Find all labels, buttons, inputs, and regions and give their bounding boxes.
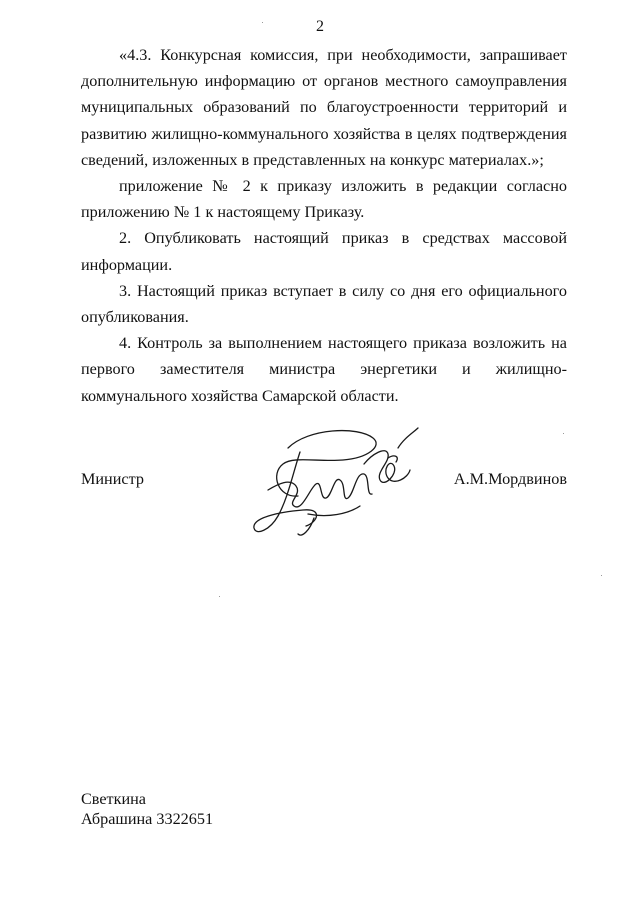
signatory-name: А.М.Мордвинов: [453, 470, 567, 488]
paragraph-2: 2. Опубликовать настоящий приказ в средствах массовой информации.: [81, 229, 567, 274]
signatory-title: Министр: [81, 470, 144, 488]
page-number: 2: [316, 18, 324, 35]
executor-line-1: Светкина: [81, 790, 146, 808]
scan-speck: [563, 433, 564, 434]
paragraph-4-3: «4.3. Конкурсная комиссия, при необходимости, запрашивает дополнительную информацию от органов местного самоуправления муниципальных образований по благоустроенности территорий и развитию жилищно-коммунального хозяйства в целях подтверждения сведений, изложенных в представленных на конкурс материалах.»;: [81, 46, 567, 169]
executor-line-2: Абрашина 3322651: [81, 810, 214, 828]
paragraph-4: 4. Контроль за выполнением настоящего приказа возложить на первого заместителя министра энергетики и жилищно-коммунального хозяйства Самарской области.: [81, 334, 567, 405]
handwritten-signature: [248, 418, 428, 558]
paragraph-3: 3. Настоящий приказ вступает в силу со дня его официального опубликования.: [81, 281, 567, 327]
scan-speck: [601, 575, 602, 576]
scan-speck: [262, 22, 263, 23]
scan-speck: [219, 596, 220, 597]
executor-info: [81, 789, 213, 829]
document-body: [81, 42, 567, 409]
paragraph-appendix: приложение № 2 к приказу изложить в редакции согласно приложению № 1 к настоящему Приказу.: [81, 177, 567, 222]
